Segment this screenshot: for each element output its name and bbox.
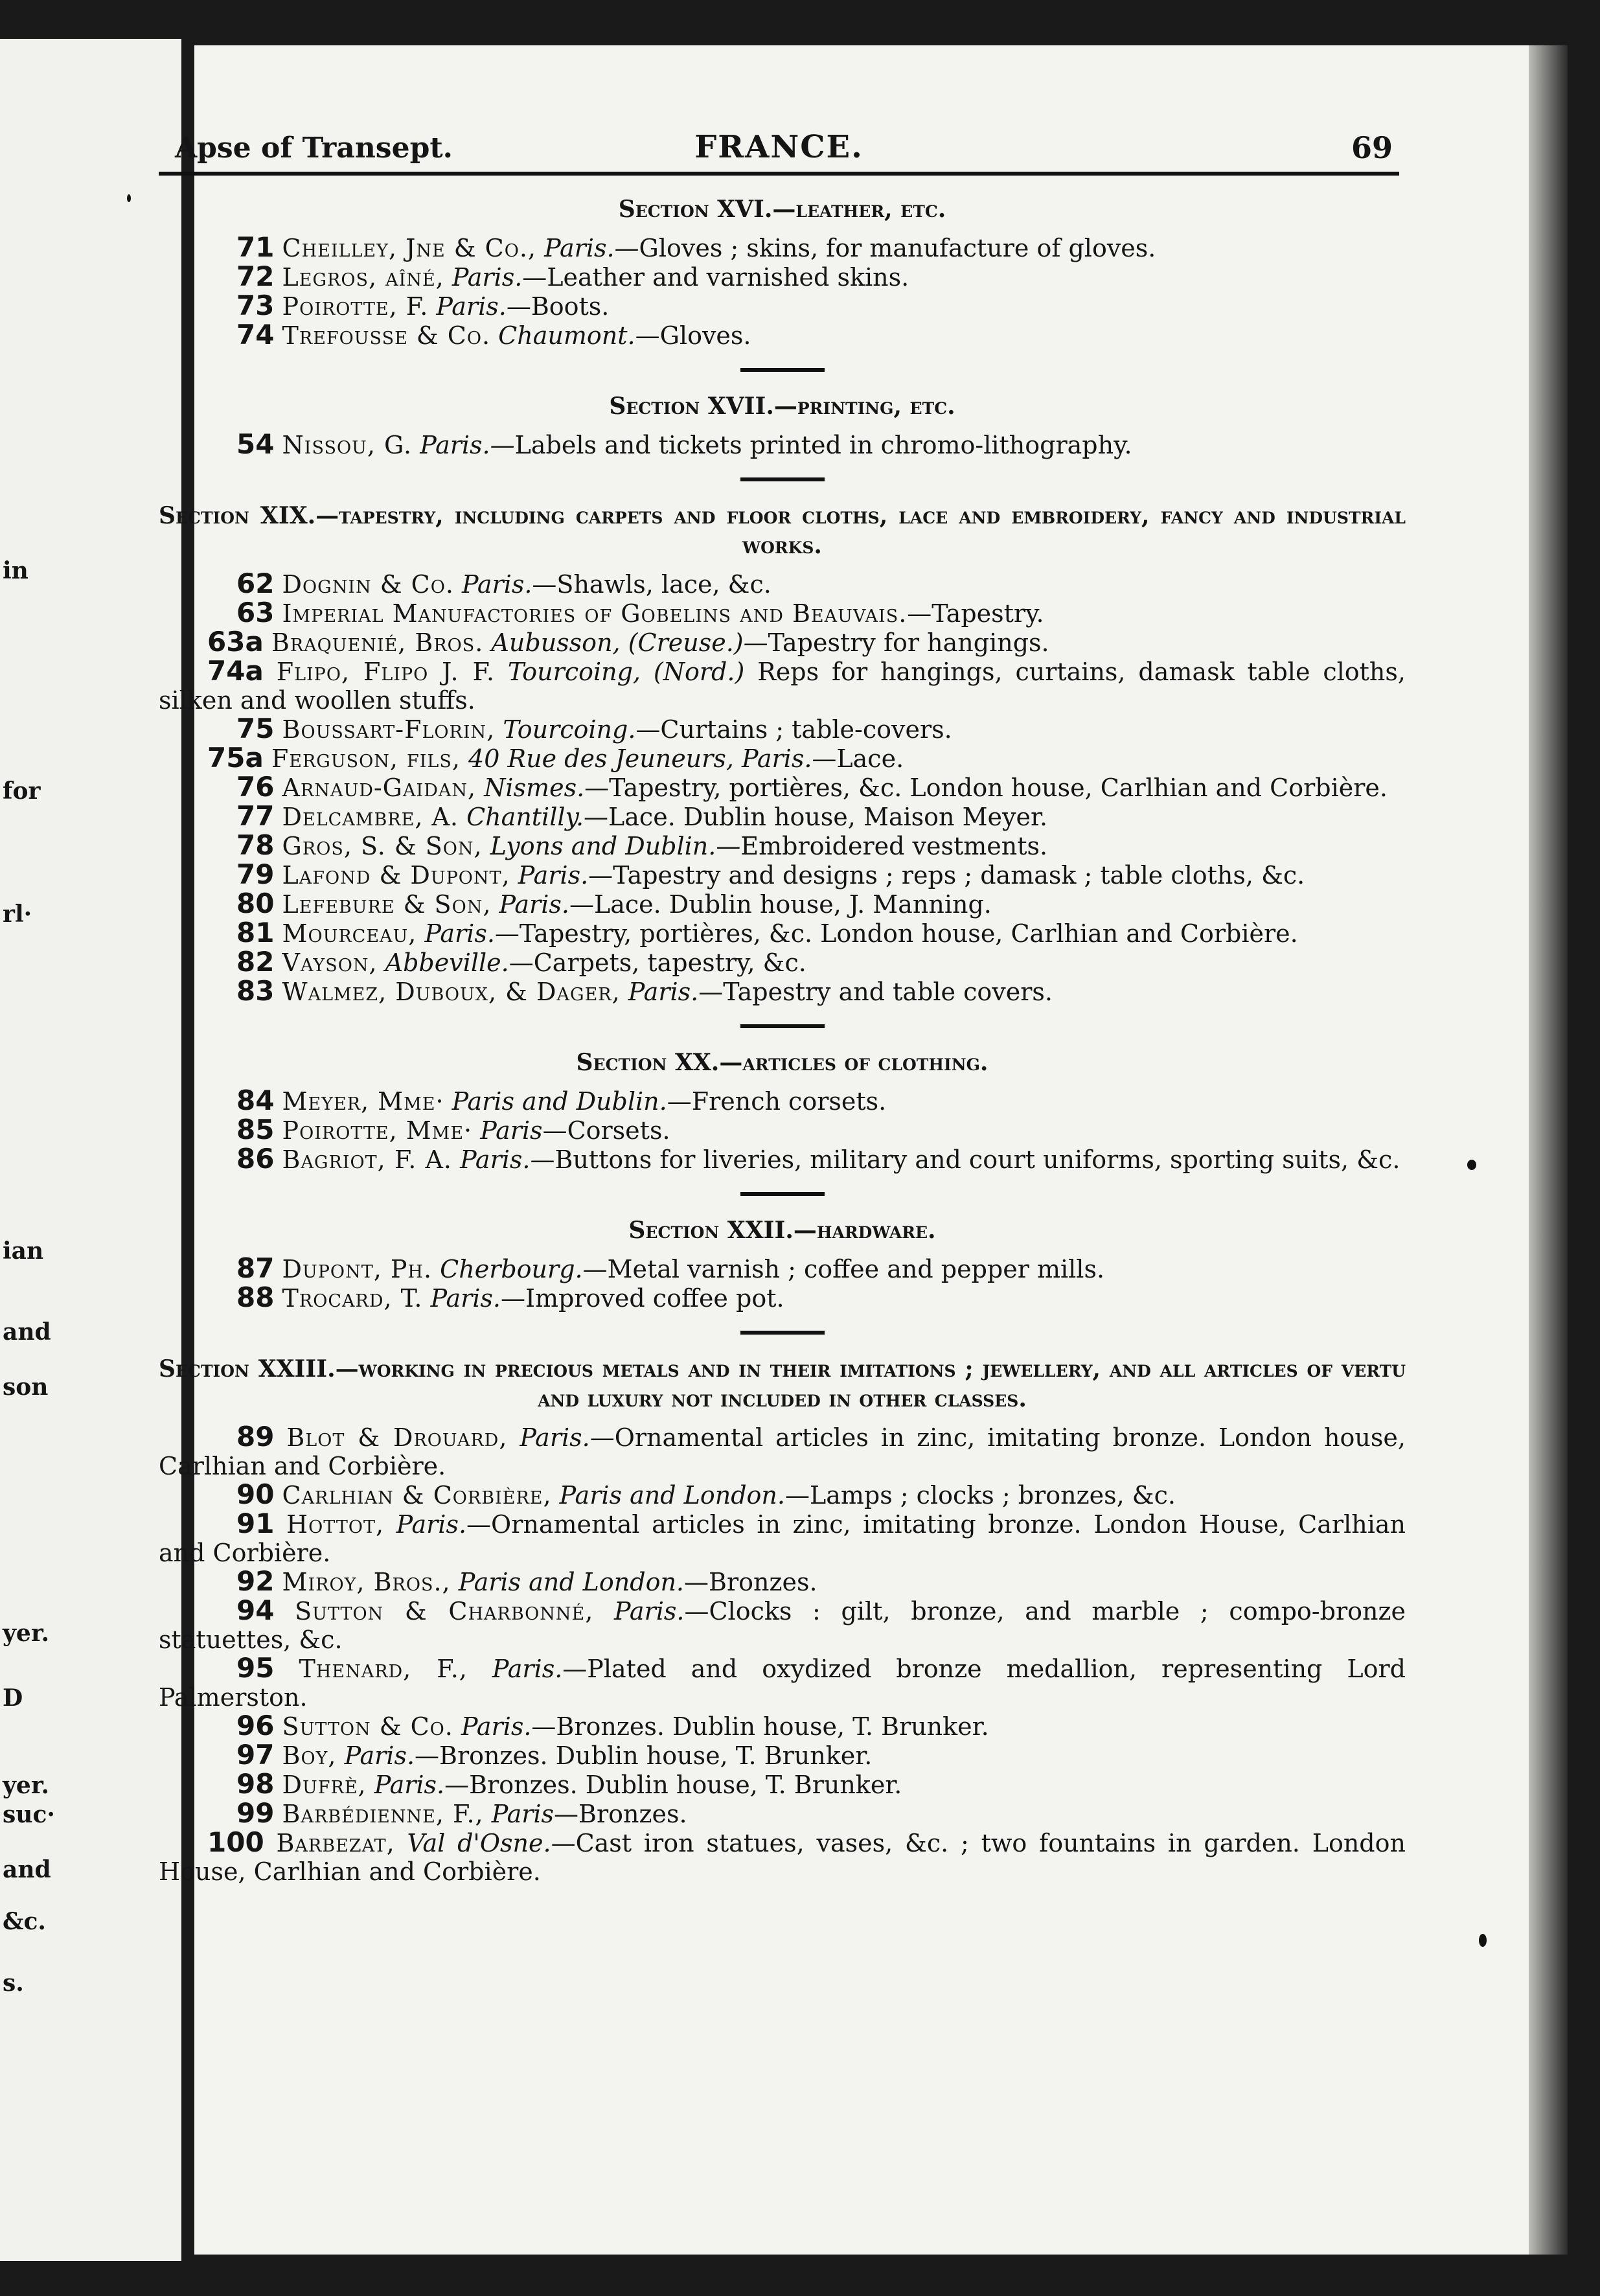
facing-page-fragment: &c. xyxy=(3,1908,46,1935)
exhibitor-number: 71 xyxy=(236,231,275,263)
page-binding-edge xyxy=(1529,45,1568,2255)
facing-page-fragment: ian xyxy=(3,1237,44,1265)
exhibitor-name: Miroy, Bros., xyxy=(282,1568,451,1596)
exhibitor-number: 73 xyxy=(236,290,275,321)
exhibitor-place: Paris and Dublin. xyxy=(451,1087,667,1116)
exhibit-description: —Boots. xyxy=(506,292,610,321)
exhibitor-name: Flipo, Flipo J. F. xyxy=(276,658,495,686)
exhibitor-entry xyxy=(159,1596,1406,1654)
exhibit-description: —Bronzes. xyxy=(684,1568,817,1596)
section-spacer xyxy=(159,224,1406,233)
exhibitor-number: 97 xyxy=(236,1739,275,1771)
exhibit-description: —Tapestry and table covers. xyxy=(698,978,1053,1006)
ink-speck xyxy=(127,194,131,202)
exhibitor-number: 63a xyxy=(207,626,264,658)
exhibit-description: —Metal varnish ; coffee and pepper mills. xyxy=(582,1255,1105,1283)
exhibitor-entry xyxy=(159,233,1406,262)
exhibitor-name: Trefousse & Co. xyxy=(282,321,491,350)
header-country: FRANCE. xyxy=(694,129,863,165)
exhibitor-number: 72 xyxy=(236,260,275,292)
exhibitor-place: Aubusson, (Creuse.) xyxy=(491,628,744,657)
exhibitor-name: Walmez, Duboux, & Dager, xyxy=(282,978,621,1006)
exhibitor-entry xyxy=(159,977,1406,1006)
exhibitor-entry xyxy=(159,919,1406,948)
exhibitor-entry xyxy=(159,1828,1406,1886)
exhibitor-number: 80 xyxy=(236,888,275,919)
exhibitor-entry xyxy=(159,1254,1406,1283)
exhibitor-place: Paris. xyxy=(396,1510,467,1539)
exhibitor-number: 92 xyxy=(236,1565,275,1597)
section-heading: Section XVII.—printing, etc. xyxy=(609,393,955,420)
exhibit-description: —Ornamental articles in zinc, imitating bronze. London House, Carlhian and Corbière. xyxy=(159,1510,1406,1567)
exhibitor-place: Paris. xyxy=(614,1597,685,1625)
exhibitor-name: Poirotte, F. xyxy=(282,292,429,321)
exhibitor-entry xyxy=(159,599,1406,628)
exhibit-description: —Bronzes. Dublin house, T. Brunker. xyxy=(415,1741,873,1770)
header-location: Apse of Transept. xyxy=(175,132,453,165)
section-heading: Section XIX.—tapestry, including carpets and floor cloths, lace and embroidery, fancy and industrial works. xyxy=(159,502,1406,559)
exhibitor-number: 83 xyxy=(236,975,275,1007)
exhibitor-name: Nissou, G. xyxy=(282,431,413,459)
exhibitor-place: Paris and London. xyxy=(559,1481,785,1510)
page-body xyxy=(159,194,1406,1886)
section-heading: Section XX.—articles of clothing. xyxy=(576,1049,989,1076)
exhibitor-place: Paris. xyxy=(420,431,490,459)
facing-page-text-fragments xyxy=(0,39,181,2261)
exhibitor-number: 54 xyxy=(236,428,275,460)
section-spacer xyxy=(159,1077,1406,1086)
exhibit-description: —Leather and varnished skins. xyxy=(522,263,909,292)
exhibitor-place: Tourcoing. xyxy=(503,715,636,744)
exhibitor-place: Paris xyxy=(491,1800,554,1828)
exhibitor-place: Val d'Osne. xyxy=(407,1829,551,1857)
exhibitor-entry xyxy=(159,628,1406,657)
exhibit-description: —Lamps ; clocks ; bronzes, &c. xyxy=(784,1481,1176,1510)
exhibit-description: —Ornamental articles in zinc, imitating bronze. London house, Carlhian and Corbière. xyxy=(159,1423,1406,1480)
exhibitor-place: Paris. xyxy=(544,234,615,262)
exhibitor-entry xyxy=(159,1799,1406,1828)
exhibitor-entry xyxy=(159,773,1406,802)
section-divider-rule xyxy=(740,1331,825,1335)
exhibitor-name: Gros, S. & Son, xyxy=(282,832,483,860)
exhibit-description: —Bronzes. xyxy=(554,1800,687,1828)
section-divider-rule xyxy=(740,1192,825,1196)
exhibitor-place: Nismes. xyxy=(484,774,585,802)
exhibit-description: —Embroidered vestments. xyxy=(716,832,1048,860)
exhibitor-number: 74a xyxy=(207,655,264,687)
exhibitor-entry xyxy=(159,948,1406,977)
exhibitor-name: Arnaud-Gaidan, xyxy=(282,774,477,802)
exhibitor-entry xyxy=(159,744,1406,773)
ink-speck xyxy=(1467,1160,1476,1170)
exhibitor-entry xyxy=(159,430,1406,459)
running-header xyxy=(159,126,1399,176)
facing-page-fragment: and xyxy=(3,1856,51,1883)
exhibitor-place: Paris. xyxy=(424,919,495,948)
section-divider-rule xyxy=(740,1024,825,1028)
facing-page-fragment: suc· xyxy=(3,1801,55,1828)
exhibitor-place: Paris. xyxy=(462,570,532,599)
exhibitor-entry xyxy=(159,1086,1406,1116)
exhibitor-entry xyxy=(159,1654,1406,1712)
exhibit-description: —Bronzes. Dublin house, T. Brunker. xyxy=(444,1771,902,1799)
exhibitor-place: Lyons and Dublin. xyxy=(490,832,716,860)
exhibitor-number: 75a xyxy=(207,742,264,774)
exhibitor-place: Chaumont. xyxy=(498,321,635,350)
exhibitor-number: 84 xyxy=(236,1085,275,1116)
exhibitor-place: Paris. xyxy=(628,978,699,1006)
exhibitor-number: 99 xyxy=(236,1797,275,1829)
facing-page-fragment: yer. xyxy=(3,1772,50,1799)
exhibitor-number: 74 xyxy=(236,319,275,350)
exhibitor-place: Paris. xyxy=(430,1284,501,1313)
exhibitor-place: Paris. xyxy=(520,1423,590,1452)
exhibitor-number: 89 xyxy=(236,1421,275,1452)
exhibitor-entry xyxy=(159,321,1406,350)
exhibitor-number: 86 xyxy=(236,1143,275,1175)
exhibitor-number: 100 xyxy=(207,1826,264,1858)
exhibitor-number: 81 xyxy=(236,917,275,948)
exhibitor-place: Paris. xyxy=(344,1741,415,1770)
exhibitor-name: Ferguson, fils, xyxy=(271,744,461,773)
exhibitor-place: Paris xyxy=(480,1116,543,1145)
exhibit-description: —Curtains ; table-covers. xyxy=(635,715,952,744)
exhibit-description: —Lace. xyxy=(812,744,904,773)
exhibitor-number: 98 xyxy=(236,1768,275,1800)
exhibitor-name: Carlhian & Corbière, xyxy=(282,1481,552,1510)
facing-page-fragment: rl· xyxy=(3,901,32,928)
exhibitor-place: Paris. xyxy=(492,1655,563,1683)
section-divider-rule xyxy=(740,477,825,481)
exhibitor-number: 77 xyxy=(236,800,275,832)
exhibitor-entry xyxy=(159,802,1406,831)
exhibitor-place: Tourcoing, (Nord.) xyxy=(507,658,745,686)
exhibit-description: —Tapestry. xyxy=(907,599,1044,628)
exhibitor-place: 40 Rue des Jeuneurs, Paris. xyxy=(468,744,812,773)
exhibitor-entry xyxy=(159,1116,1406,1145)
exhibitor-name: Dupont, Ph. xyxy=(282,1255,433,1283)
section-spacer xyxy=(159,421,1406,430)
exhibitor-name: Hottot, xyxy=(286,1510,385,1539)
exhibit-description: —Labels and tickets printed in chromo-lithography. xyxy=(490,431,1132,459)
exhibitor-number: 75 xyxy=(236,713,275,744)
exhibitor-number: 63 xyxy=(236,597,275,628)
exhibit-description: —Tapestry, portières, &c. London house, Carlhian and Corbière. xyxy=(584,774,1388,802)
exhibitor-name: Sutton & Co. xyxy=(282,1712,453,1741)
facing-page-fragment: s. xyxy=(3,1969,24,1997)
exhibit-description: —Improved coffee pot. xyxy=(501,1284,784,1313)
exhibitor-entry xyxy=(159,1567,1406,1596)
exhibitor-number: 79 xyxy=(236,858,275,890)
exhibitor-place: Paris. xyxy=(374,1771,445,1799)
exhibitor-place: Paris. xyxy=(436,292,507,321)
exhibitor-name: Dognin & Co. xyxy=(282,570,454,599)
exhibit-description: —Tapestry and designs ; reps ; damask ; table cloths, &c. xyxy=(588,861,1305,890)
exhibitor-number: 78 xyxy=(236,829,275,861)
exhibitor-number: 94 xyxy=(236,1594,275,1626)
exhibitor-place: Chantilly. xyxy=(466,803,584,831)
exhibitor-entry xyxy=(159,860,1406,890)
exhibit-description: —Cast iron statues, vases, &c. ; two fountains in garden. London House, Carlhian and Corbière. xyxy=(159,1829,1406,1886)
facing-page-edge xyxy=(0,39,181,2261)
exhibitor-name: Lefebure & Son, xyxy=(282,890,492,919)
exhibitor-place: Abbeville. xyxy=(385,948,509,977)
exhibitor-number: 88 xyxy=(236,1281,275,1313)
exhibitor-entry xyxy=(159,715,1406,744)
exhibitor-name: Lafond & Dupont, xyxy=(282,861,510,890)
exhibitor-place: Paris. xyxy=(518,861,589,890)
exhibitor-place: Paris. xyxy=(461,1712,532,1741)
exhibitor-entry xyxy=(159,831,1406,860)
exhibitor-place: Cherbourg. xyxy=(440,1255,583,1283)
exhibitor-name: Boussart-Florin, xyxy=(282,715,496,744)
exhibitor-place: Paris. xyxy=(460,1145,531,1174)
exhibitor-name: Trocard, T. xyxy=(282,1284,423,1313)
facing-page-fragment: for xyxy=(3,777,41,805)
exhibitor-name: Poirotte, Mme· xyxy=(282,1116,473,1145)
exhibitor-name: Dufrè, xyxy=(282,1771,367,1799)
exhibitor-name: Thenard, F., xyxy=(299,1655,468,1683)
exhibit-description: —Tapestry for hangings. xyxy=(743,628,1049,657)
exhibitor-entry xyxy=(159,1145,1406,1174)
section-divider-rule xyxy=(740,368,825,372)
exhibitor-name: Legros, aîné, xyxy=(282,263,444,292)
exhibitor-entry xyxy=(159,1712,1406,1741)
exhibitor-name: Delcambre, A. xyxy=(282,803,459,831)
exhibit-description: —Lace. Dublin house, J. Manning. xyxy=(569,890,992,919)
exhibitor-place: Paris. xyxy=(451,263,523,292)
facing-page-fragment: and xyxy=(3,1318,51,1346)
exhibit-description: —Gloves. xyxy=(635,321,751,350)
exhibitor-name: Boy, xyxy=(282,1741,337,1770)
exhibitor-number: 85 xyxy=(236,1114,275,1145)
exhibitor-number: 82 xyxy=(236,946,275,978)
exhibit-description: —Corsets. xyxy=(542,1116,670,1145)
section-spacer xyxy=(159,560,1406,569)
section-heading: Section XVI.—leather, etc. xyxy=(618,196,946,223)
exhibitor-number: 90 xyxy=(236,1478,275,1510)
exhibit-description: —Clocks : gilt, bronze, and marble ; compo-bronze statuettes, &c. xyxy=(159,1597,1406,1654)
exhibitor-entry xyxy=(159,1741,1406,1770)
exhibitor-entry xyxy=(159,890,1406,919)
exhibitor-entry xyxy=(159,292,1406,321)
exhibitor-name: Sutton & Charbonné, xyxy=(295,1597,594,1625)
facing-page-fragment: D xyxy=(3,1684,23,1712)
exhibit-description: —Bronzes. Dublin house, T. Brunker. xyxy=(531,1712,989,1741)
exhibit-description: —French corsets. xyxy=(667,1087,887,1116)
exhibitor-number: 95 xyxy=(236,1652,275,1684)
exhibitor-name: Meyer, Mme· xyxy=(282,1087,444,1116)
exhibitor-entry xyxy=(159,1480,1406,1510)
exhibitor-entry xyxy=(159,1770,1406,1799)
exhibit-description: —Lace. Dublin house, Maison Meyer. xyxy=(584,803,1048,831)
facing-page-fragment: in xyxy=(3,557,29,584)
exhibitor-number: 76 xyxy=(236,771,275,803)
exhibitor-place: Paris and London. xyxy=(458,1568,685,1596)
exhibit-description: —Carpets, tapestry, &c. xyxy=(509,948,806,977)
exhibit-description: —Tapestry, portières, &c. London house, Carlhian and Corbière. xyxy=(494,919,1298,948)
exhibitor-entry xyxy=(159,1510,1406,1567)
facing-page-fragment: yer. xyxy=(3,1620,50,1647)
exhibit-description: —Buttons for liveries, military and court uniforms, sporting suits, &c. xyxy=(530,1145,1400,1174)
exhibit-description: —Shawls, lace, &c. xyxy=(532,570,771,599)
exhibitor-name: Blot & Drouard, xyxy=(286,1423,508,1452)
ink-speck xyxy=(1479,1934,1487,1947)
section-spacer xyxy=(159,1245,1406,1254)
exhibitor-number: 96 xyxy=(236,1710,275,1741)
exhibitor-name: Bagriot, F. A. xyxy=(282,1145,452,1174)
exhibitor-entry xyxy=(159,262,1406,292)
exhibitor-place: Paris. xyxy=(499,890,569,919)
exhibitor-number: 87 xyxy=(236,1252,275,1284)
section-heading: Section XXIII.—working in precious metals and in their imitations ; jewellery, and all articles of vertu and luxury not included in other classes. xyxy=(159,1355,1406,1412)
exhibitor-name: Imperial Manufactories of Gobelins and Beauvais. xyxy=(282,599,908,628)
facing-page-fragment: son xyxy=(3,1373,49,1401)
page-number: 69 xyxy=(1351,130,1393,165)
exhibitor-entry xyxy=(159,1423,1406,1480)
section-heading: Section XXII.—hardware. xyxy=(628,1217,936,1244)
exhibitor-name: Mourceau, xyxy=(282,919,417,948)
exhibit-description: Reps for hangings, curtains, damask table cloths, silken and woollen stuffs. xyxy=(159,658,1406,715)
exhibitor-name: Cheilley, Jne & Co., xyxy=(282,234,537,262)
exhibitor-number: 62 xyxy=(236,568,275,599)
exhibitor-name: Barbezat, xyxy=(276,1829,395,1857)
exhibitor-name: Barbédienne, F., xyxy=(282,1800,484,1828)
exhibitor-name: Vayson, xyxy=(282,948,378,977)
exhibitor-name: Braquenié, Bros. xyxy=(271,628,484,657)
exhibitor-entry xyxy=(159,657,1406,715)
exhibit-description: —Plated and oxydized bronze medallion, representing Lord Palmerston. xyxy=(159,1655,1406,1712)
exhibit-description: —Gloves ; skins, for manufacture of gloves. xyxy=(614,234,1156,262)
section-spacer xyxy=(159,1414,1406,1423)
exhibitor-entry xyxy=(159,1283,1406,1313)
exhibitor-entry xyxy=(159,569,1406,599)
exhibitor-number: 91 xyxy=(236,1508,275,1539)
